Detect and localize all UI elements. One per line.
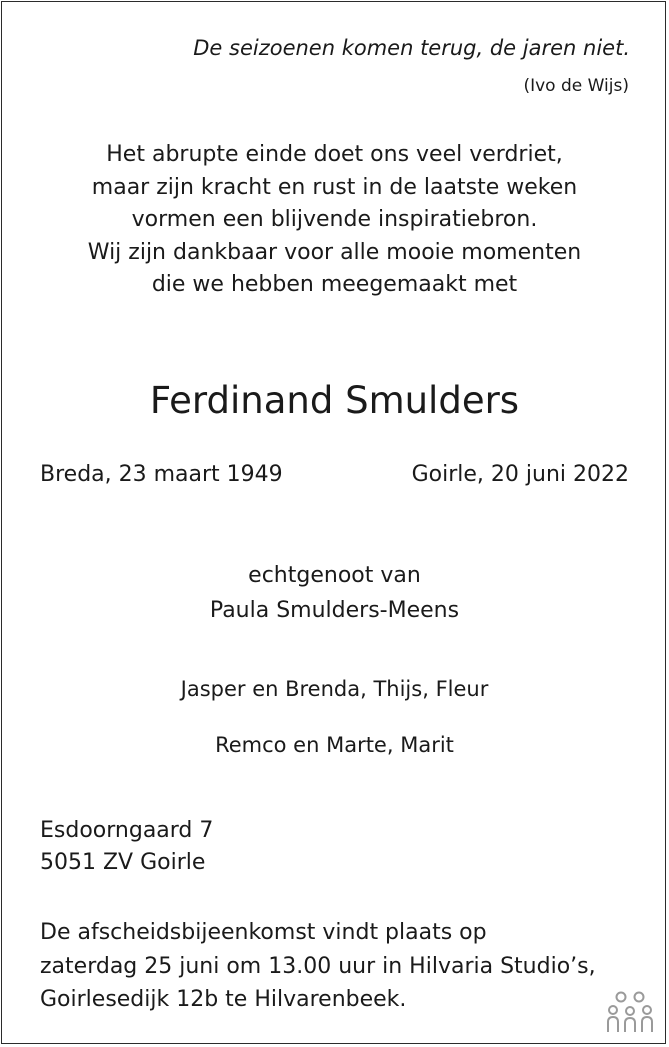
- deceased-name: Ferdinand Smulders: [149, 379, 520, 422]
- poem-line: maar zijn kracht en rust in de laatste weken: [91, 174, 578, 200]
- poem-line: vormen een blijvende inspiratiebron.: [131, 207, 538, 232]
- poem-line: die we hebben meegemaakt met: [151, 272, 518, 297]
- address-line: 5051 ZV Goirle: [40, 850, 206, 875]
- family-logo-icon: [605, 990, 655, 1034]
- ceremony-line: Goirlesedijk 12b te Hilvarenbeek.: [40, 987, 407, 1012]
- poem-line: Wij zijn dankbaar voor alle mooie momenten: [87, 239, 582, 265]
- opening-quote: De seizoenen komen terug, de jaren niet.: [193, 36, 630, 60]
- relation-label: echtgenoot van: [248, 563, 421, 588]
- correspondence-address: [40, 815, 213, 879]
- birth-place-date: Breda, 23 maart 1949: [40, 462, 283, 487]
- ceremony-details: [40, 916, 596, 1017]
- ceremony-line: zaterdag 25 juni om 13.00 uur in Hilvaria Studio’s,: [40, 953, 596, 979]
- death-place-date: Goirle, 20 juni 2022: [411, 462, 629, 487]
- poem-text: [0, 139, 669, 302]
- family-line: Jasper en Brenda, Thijs, Fleur: [180, 677, 489, 701]
- spouse-name: Paula Smulders-Meens: [209, 598, 460, 623]
- address-line: Esdoorngaard 7: [40, 818, 214, 843]
- quote-author: (Ivo de Wijs): [523, 76, 629, 96]
- ceremony-line: De afscheidsbijeenkomst vindt plaats op: [40, 920, 487, 945]
- poem-line: Het abrupte einde doet ons veel verdriet,: [106, 142, 563, 167]
- family-line: Remco en Marte, Marit: [215, 733, 454, 757]
